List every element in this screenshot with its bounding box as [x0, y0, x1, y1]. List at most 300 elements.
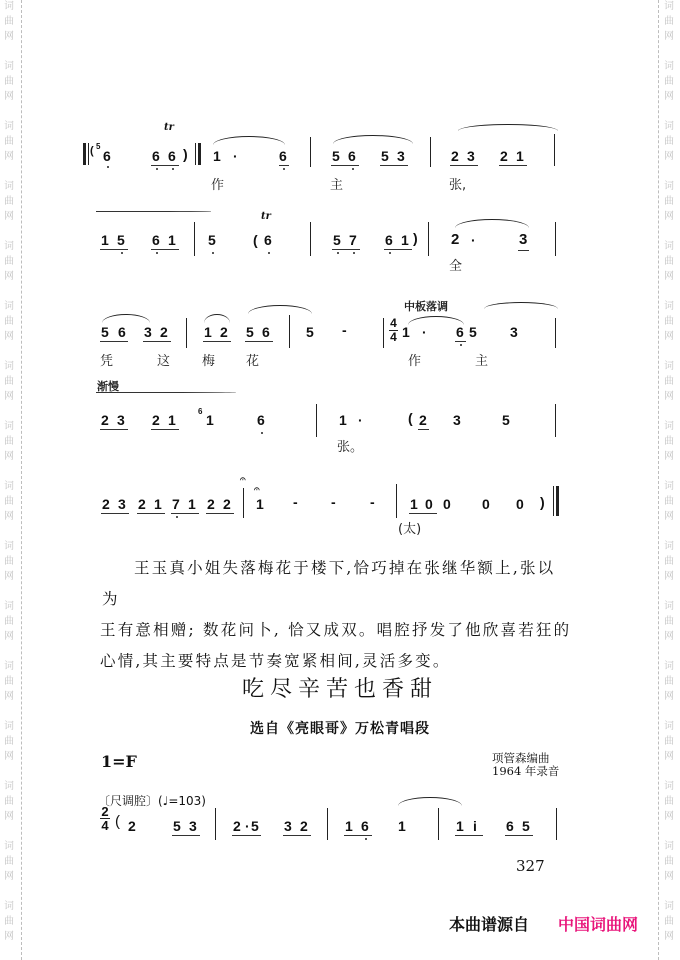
note: 2 [500, 148, 508, 164]
underline [455, 835, 483, 836]
watermark-char: 词 [4, 541, 14, 552]
watermark-char: 网 [664, 511, 674, 522]
watermark-char: 曲 [664, 676, 674, 687]
grace-note: 6 [198, 407, 203, 416]
note: 2 [233, 818, 241, 834]
note: 6 [152, 232, 160, 248]
watermark-char: 曲 [664, 16, 674, 27]
watermark-char: 网 [664, 151, 674, 162]
barline [554, 134, 555, 166]
watermark-char: 网 [664, 271, 674, 282]
watermark-char: 网 [664, 211, 674, 222]
note: 5 [502, 412, 510, 428]
note: 5 [101, 324, 109, 340]
note: · [233, 148, 238, 164]
note: 2 [451, 148, 459, 164]
note: 6 [385, 232, 393, 248]
paren: ( [253, 232, 258, 248]
watermark-char: 词 [4, 1, 14, 12]
watermark-char: 曲 [4, 376, 14, 387]
watermark-char: 网 [4, 271, 14, 282]
watermark-char: 曲 [664, 916, 674, 927]
watermark-char: 曲 [664, 256, 674, 267]
note: 1 [154, 496, 162, 512]
watermark-char: 曲 [4, 676, 14, 687]
song-credits [492, 752, 559, 778]
right-margin-watermark [658, 0, 680, 960]
underline [331, 165, 359, 166]
note: 2 [152, 412, 160, 428]
slur [213, 136, 285, 145]
note: · [358, 412, 363, 428]
barline [438, 808, 439, 840]
watermark-char: 词 [664, 61, 674, 72]
note: 1 [410, 496, 418, 512]
underline [143, 341, 171, 342]
dash: - [293, 494, 298, 510]
dash: - [370, 494, 375, 510]
watermark-char: 网 [4, 691, 14, 702]
note: 6 [262, 324, 270, 340]
barline [327, 808, 328, 840]
note: 3 [397, 148, 405, 164]
note: 1 [206, 412, 214, 428]
description-line: 心情,其主要特点是节奏宽紧相间,灵活多变。 [100, 652, 451, 670]
watermark-char: 词 [664, 481, 674, 492]
low-dot [389, 252, 391, 254]
underline [232, 835, 261, 836]
watermark-char: 曲 [664, 556, 674, 567]
watermark-char: 网 [664, 751, 674, 762]
barline [88, 143, 89, 165]
watermark-char: 词 [4, 601, 14, 612]
paren: ) [540, 494, 545, 510]
watermark-char: 网 [664, 571, 674, 582]
note: 3 [118, 496, 126, 512]
watermark-char: 词 [4, 361, 14, 372]
note: · [471, 232, 476, 248]
watermark-char: 词 [664, 121, 674, 132]
low-dot [353, 252, 355, 254]
note: · [245, 818, 250, 834]
barline [243, 488, 244, 518]
barline [555, 222, 556, 256]
repeat-barline [198, 143, 201, 165]
note: 5 [251, 818, 259, 834]
underline [100, 341, 128, 342]
slur [126, 392, 236, 393]
underline [505, 835, 533, 836]
watermark-char: 曲 [4, 436, 14, 447]
note: 2 [223, 496, 231, 512]
lyric: 全 [449, 259, 463, 274]
description-line: 王有意相赠; 数花问卜, 恰又成双。唱腔抒发了他欣喜若狂的 [100, 621, 572, 639]
watermark-char: 词 [664, 421, 674, 432]
margin-dash-line [21, 0, 22, 960]
note: 3 [189, 818, 197, 834]
note: 1 [402, 324, 410, 340]
underline [384, 249, 412, 250]
low-dot [156, 252, 158, 254]
watermark-char: 词 [4, 421, 14, 432]
slur [458, 124, 558, 131]
note: 1 [401, 232, 409, 248]
watermark-char: 词 [664, 901, 674, 912]
watermark-char: 词 [4, 121, 14, 132]
underline [203, 341, 231, 342]
note: · [422, 324, 427, 340]
note: 2 [451, 231, 460, 248]
grace-note: 5 [96, 142, 101, 151]
watermark-char: 曲 [4, 616, 14, 627]
watermark-char: 词 [4, 181, 14, 192]
low-dot [352, 168, 354, 170]
underline [206, 513, 234, 514]
underline [499, 165, 527, 166]
paren: ( [408, 410, 413, 426]
repeat-barline [83, 143, 86, 165]
note: 2 [419, 412, 427, 428]
underline [137, 513, 165, 514]
paren: ) [413, 230, 418, 246]
barline [556, 808, 557, 840]
underline [245, 341, 273, 342]
time-signature: 4 4 [390, 316, 397, 344]
watermark-char: 曲 [664, 436, 674, 447]
note: 6 [279, 148, 287, 164]
watermark-char: 网 [4, 391, 14, 402]
note: 5 [306, 324, 314, 340]
note: 1 [339, 412, 347, 428]
note: 5 [522, 818, 530, 834]
slur [398, 797, 462, 806]
low-dot [268, 252, 270, 254]
watermark-char: 词 [4, 61, 14, 72]
tempo-mark: 中板落调 [404, 300, 448, 313]
note: 1 [168, 232, 176, 248]
note: 0 [516, 496, 524, 512]
underline [450, 165, 478, 166]
watermark-char: 词 [664, 661, 674, 672]
note: 6 [118, 324, 126, 340]
note: 0 [482, 496, 490, 512]
note: 5 [333, 232, 341, 248]
time-signature: 2 4 [101, 804, 109, 833]
watermark-char: 网 [4, 931, 14, 942]
watermark-char: 曲 [664, 736, 674, 747]
watermark-char: 曲 [4, 16, 14, 27]
underline [101, 513, 129, 514]
slur [248, 305, 312, 314]
watermark-char: 网 [4, 631, 14, 642]
note: 1 [345, 818, 353, 834]
watermark-char: 曲 [664, 616, 674, 627]
note: 6 [506, 818, 514, 834]
note: 6 [348, 148, 356, 164]
watermark-char: 曲 [4, 856, 14, 867]
underline [344, 835, 372, 836]
note: 5 [469, 324, 477, 340]
note: 3 [144, 324, 152, 340]
barline [430, 137, 431, 167]
low-dot [337, 252, 339, 254]
watermark-char: 词 [4, 721, 14, 732]
dash: - [342, 322, 347, 338]
note: 1 [398, 818, 406, 834]
watermark-char: 词 [664, 361, 674, 372]
underline [100, 249, 128, 250]
barline [186, 318, 187, 348]
note: 2 [128, 818, 136, 834]
source-site-link[interactable]: 中国词曲网 [558, 915, 639, 934]
watermark-char: 词 [664, 241, 674, 252]
note: 2 [207, 496, 215, 512]
note: 3 [519, 231, 528, 248]
tempo-underline [96, 392, 126, 393]
fermata-icon: 𝄐 [240, 474, 246, 485]
dash: - [331, 494, 336, 510]
lyric: 梅 [202, 354, 216, 369]
watermark-char: 曲 [4, 796, 14, 807]
underline [151, 165, 179, 166]
underline [279, 165, 289, 166]
paren: ( [115, 813, 120, 830]
final-barline [553, 486, 554, 516]
watermark-char: 曲 [4, 736, 14, 747]
watermark-char: 词 [4, 301, 14, 312]
watermark-char: 网 [664, 451, 674, 462]
low-dot [212, 252, 214, 254]
underline [283, 835, 311, 836]
watermark-char: 曲 [664, 196, 674, 207]
note: 5 [173, 818, 181, 834]
note: 0 [425, 496, 433, 512]
note: 5 [208, 232, 216, 248]
slur [204, 314, 230, 323]
arranger: 项管森编曲 [492, 751, 550, 765]
watermark-char: 词 [664, 601, 674, 612]
song-title: 吃尽辛苦也香甜 [241, 677, 438, 702]
lyric: 这 [157, 354, 171, 369]
watermark-char: 网 [664, 691, 674, 702]
note: 5 [246, 324, 254, 340]
lyric: 作 [211, 178, 225, 193]
watermark-char: 曲 [664, 376, 674, 387]
watermark-char: 曲 [4, 196, 14, 207]
underline [455, 341, 466, 342]
note: 1 [213, 148, 221, 164]
slur [333, 135, 413, 144]
barline [310, 222, 311, 256]
low-dot [283, 168, 285, 170]
note: 3 [510, 324, 518, 340]
watermark-char: 词 [4, 661, 14, 672]
note: 6 [168, 148, 176, 164]
slur [455, 219, 529, 228]
margin-dash-line [658, 0, 659, 960]
note: i [473, 818, 477, 834]
watermark-char: 曲 [4, 136, 14, 147]
source-label: 本曲谱源自 [449, 915, 530, 934]
barline [215, 808, 216, 840]
note: 1 [204, 324, 212, 340]
recording-year: 1964 年录音 [492, 764, 560, 778]
watermark-char: 词 [4, 481, 14, 492]
note: 6 [456, 324, 464, 340]
barline [194, 222, 195, 256]
watermark-char: 词 [664, 301, 674, 312]
watermark-char: 网 [664, 931, 674, 942]
note: 1 [256, 496, 264, 512]
lyric: 主 [475, 354, 489, 369]
low-dot [261, 432, 263, 434]
underline [418, 429, 429, 430]
watermark-char: 词 [664, 541, 674, 552]
slur [102, 314, 150, 323]
lyric: 作 [408, 354, 422, 369]
low-dot [365, 838, 367, 840]
note: 5 [117, 232, 125, 248]
watermark-char: 词 [4, 901, 14, 912]
note: 3 [453, 412, 461, 428]
description-line: 王玉真小姐失落梅花于楼下,恰巧掉在张继华额上,张以为 [102, 559, 556, 608]
note: 3 [117, 412, 125, 428]
paren: ( [90, 145, 94, 157]
note: 2 [138, 496, 146, 512]
watermark-char: 网 [664, 91, 674, 102]
low-dot [107, 166, 109, 168]
watermark-char: 曲 [4, 76, 14, 87]
underline [172, 835, 200, 836]
watermark-char: 网 [664, 871, 674, 882]
song-subtitle: 选自《亮眼哥》万松青唱段 [250, 721, 430, 737]
lyric: 主 [330, 178, 344, 193]
low-dot [156, 168, 158, 170]
underline [171, 513, 199, 514]
slur-continuation [96, 211, 211, 212]
underline [332, 249, 360, 250]
underline [518, 250, 529, 251]
underline [151, 249, 179, 250]
watermark-char: 网 [4, 451, 14, 462]
watermark-char: 曲 [664, 796, 674, 807]
note: 0 [443, 496, 451, 512]
watermark-char: 词 [664, 181, 674, 192]
watermark-char: 网 [4, 211, 14, 222]
fermata-icon: 𝄐 [254, 484, 260, 495]
trill-mark: tr [261, 211, 271, 222]
barline [555, 404, 556, 437]
lyric: 张, [449, 178, 467, 193]
note: 3 [467, 148, 475, 164]
watermark-char: 网 [4, 751, 14, 762]
underline [100, 429, 128, 430]
watermark-char: 曲 [4, 556, 14, 567]
note: 6 [257, 412, 265, 428]
watermark-char: 网 [4, 811, 14, 822]
note: 1 [516, 148, 524, 164]
note: 2 [160, 324, 168, 340]
barline [316, 404, 317, 437]
barline [396, 484, 397, 518]
lyric: 凭 [100, 354, 114, 369]
note: 3 [284, 818, 292, 834]
note: 2 [101, 412, 109, 428]
description-paragraph [102, 553, 572, 677]
trill-mark: tr [164, 122, 174, 133]
note: 5 [332, 148, 340, 164]
watermark-char: 词 [664, 781, 674, 792]
watermark-char: 网 [4, 871, 14, 882]
watermark-char: 网 [664, 331, 674, 342]
lyric: 花 [246, 354, 260, 369]
note: 6 [103, 148, 111, 164]
note: 1 [456, 818, 464, 834]
watermark-char: 词 [664, 1, 674, 12]
barline [428, 222, 429, 256]
note: 6 [361, 818, 369, 834]
barline [195, 143, 196, 165]
watermark-char: 曲 [4, 316, 14, 327]
watermark-char: 词 [4, 781, 14, 792]
watermark-char: 词 [4, 241, 14, 252]
watermark-char: 曲 [664, 136, 674, 147]
low-dot [460, 344, 462, 346]
barline [310, 137, 311, 167]
note: 6 [264, 232, 272, 248]
note: 1 [188, 496, 196, 512]
watermark-char: 曲 [4, 916, 14, 927]
underline [151, 429, 179, 430]
note: 5 [381, 148, 389, 164]
slur [484, 302, 558, 309]
low-dot [121, 252, 123, 254]
watermark-char: 曲 [664, 496, 674, 507]
underline [380, 165, 408, 166]
note: 2 [300, 818, 308, 834]
watermark-char: 网 [4, 331, 14, 342]
watermark-char: 曲 [4, 256, 14, 267]
barline [289, 315, 290, 348]
lyric: (太) [398, 522, 422, 537]
watermark-char: 网 [4, 571, 14, 582]
watermark-char: 词 [664, 841, 674, 852]
note: 7 [172, 496, 180, 512]
watermark-char: 网 [664, 31, 674, 42]
left-margin-watermark [0, 0, 22, 960]
low-dot [172, 168, 174, 170]
final-barline-thick [556, 486, 559, 516]
watermark-char: 网 [4, 31, 14, 42]
watermark-char: 网 [4, 151, 14, 162]
note: 7 [349, 232, 357, 248]
watermark-char: 网 [664, 631, 674, 642]
lyric: 张。 [337, 440, 364, 455]
watermark-char: 网 [664, 391, 674, 402]
watermark-char: 网 [4, 91, 14, 102]
barline [555, 318, 556, 348]
watermark-char: 曲 [664, 316, 674, 327]
watermark-char: 曲 [4, 496, 14, 507]
tempo-mark: 渐慢 [97, 380, 119, 393]
note: 2 [102, 496, 110, 512]
watermark-char: 词 [4, 841, 14, 852]
tempo-marking: 〔尺调腔〕(♩=103) [98, 794, 206, 808]
note: 1 [101, 232, 109, 248]
watermark-char: 曲 [664, 76, 674, 87]
watermark-char: 网 [664, 811, 674, 822]
underline [409, 513, 437, 514]
